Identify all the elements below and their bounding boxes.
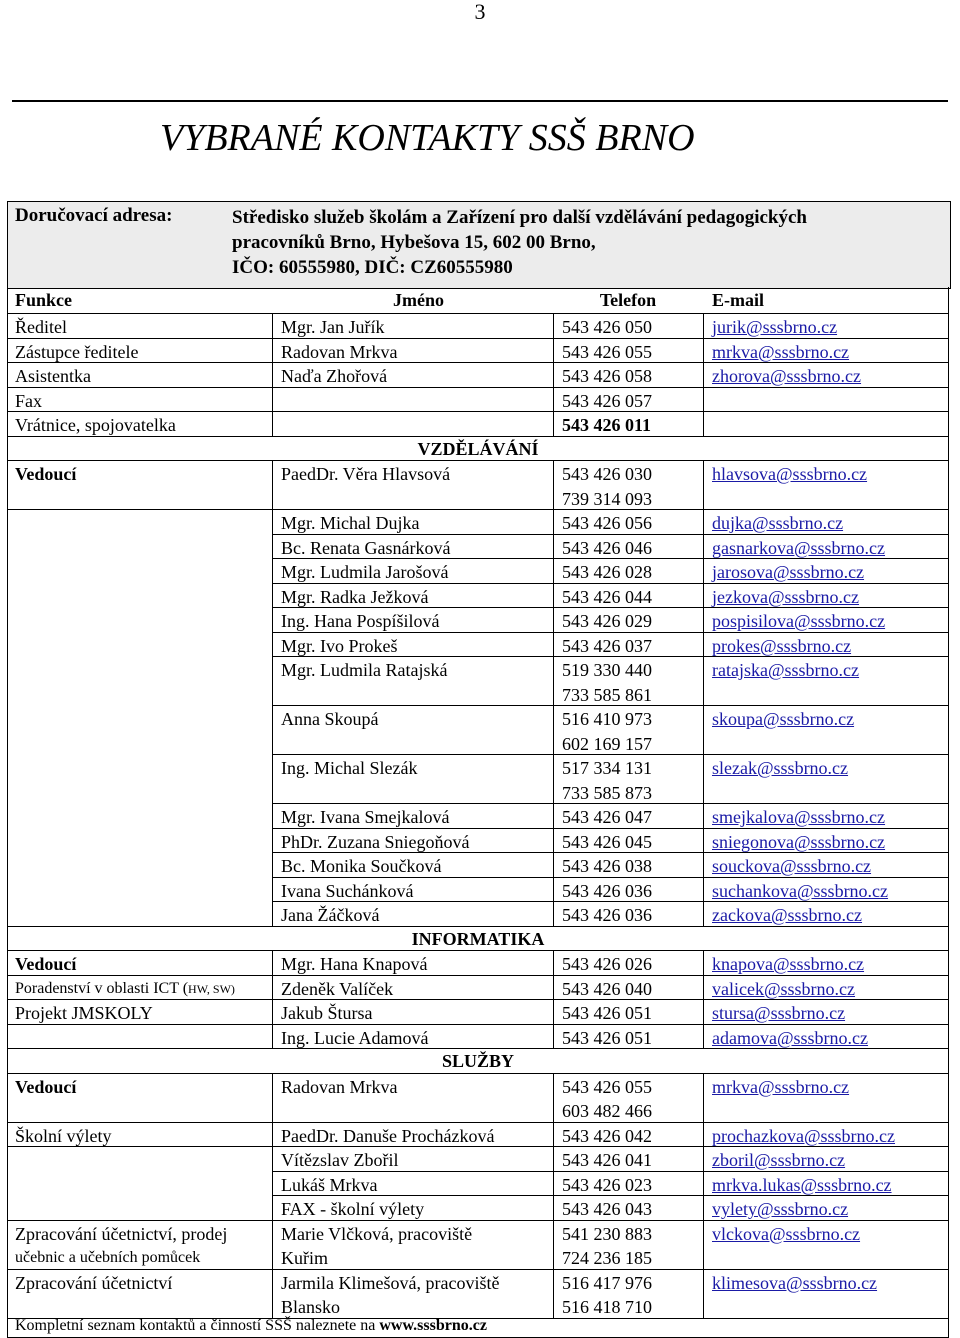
column-divider bbox=[553, 313, 554, 436]
column-divider bbox=[703, 1073, 704, 1318]
phone-cell: 543 426 023 bbox=[562, 1174, 652, 1195]
phone-cell: 543 426 051 bbox=[562, 1027, 652, 1048]
phone-cell: 543 426 046 bbox=[562, 537, 652, 558]
email-link[interactable]: stursa@sssbrno.cz bbox=[712, 1003, 846, 1023]
row-divider bbox=[272, 901, 948, 902]
email-link[interactable]: valicek@sssbrno.cz bbox=[712, 978, 856, 999]
column-divider bbox=[703, 460, 704, 926]
email-link[interactable]: zackova@sssbrno.cz bbox=[712, 905, 863, 925]
name-cell: Lukáš Mrkva bbox=[281, 1174, 378, 1195]
role-cell-text: Poradenství v oblasti ICT ( bbox=[15, 979, 189, 997]
email-link[interactable]: skoupa@sssbrno.cz bbox=[712, 709, 855, 729]
phone-cell: 543 426 043 bbox=[562, 1199, 652, 1219]
name-cell-line2: Blansko bbox=[281, 1297, 341, 1317]
name-cell: Marie Vlčková, pracoviště bbox=[281, 1223, 473, 1244]
column-divider bbox=[272, 313, 273, 436]
name-cell: Radovan Mrkva bbox=[281, 341, 398, 362]
column-divider bbox=[553, 460, 554, 926]
email-link[interactable]: zboril@sssbrno.cz bbox=[712, 1150, 846, 1170]
row-divider bbox=[272, 705, 948, 706]
name-cell: Jarmila Klimešová, pracoviště bbox=[281, 1272, 500, 1293]
email-link[interactable]: klimesova@sssbrno.cz bbox=[712, 1272, 878, 1293]
phone-cell-line2: 602 169 157 bbox=[562, 733, 652, 754]
name-cell: Naďa Zhořová bbox=[281, 366, 388, 386]
email-link[interactable]: ratajska@sssbrno.cz bbox=[712, 660, 860, 680]
email-link[interactable]: jezkova@sssbrno.cz bbox=[712, 586, 860, 607]
footer-text: Kompletní seznam kontaktů a činností SSŠ naleznete na bbox=[15, 1317, 380, 1334]
phone-cell: 543 426 036 bbox=[562, 905, 652, 925]
phone-cell: 543 426 029 bbox=[562, 611, 652, 631]
phone-cell: 543 426 055 bbox=[562, 341, 652, 362]
name-cell: Mgr. Ivo Prokeš bbox=[281, 635, 398, 656]
phone-cell: 543 426 037 bbox=[562, 635, 652, 656]
name-cell: Mgr. Radka Ježková bbox=[281, 586, 429, 607]
email-link[interactable]: mrkva@sssbrno.cz bbox=[712, 1076, 850, 1097]
email-link[interactable]: prokes@sssbrno.cz bbox=[712, 635, 852, 656]
row-divider bbox=[7, 950, 948, 951]
email-link[interactable]: mrkva.lukas@sssbrno.cz bbox=[712, 1174, 892, 1195]
row-divider bbox=[272, 852, 948, 853]
role-cell bbox=[15, 977, 235, 1001]
name-cell: Zdeněk Valíček bbox=[281, 978, 394, 999]
phone-cell: 543 426 038 bbox=[562, 856, 652, 876]
name-cell: PaedDr. Danuše Procházková bbox=[281, 1125, 495, 1146]
name-cell: Anna Skoupá bbox=[281, 709, 379, 729]
column-header-telefon: Telefon bbox=[599, 290, 657, 310]
email-link[interactable]: adamova@sssbrno.cz bbox=[712, 1027, 869, 1048]
phone-cell: 543 426 045 bbox=[562, 831, 652, 852]
role-cell: Vedoucí bbox=[15, 1076, 77, 1097]
name-cell: Vítězslav Zbořil bbox=[281, 1150, 399, 1170]
row-divider bbox=[7, 509, 948, 510]
column-divider bbox=[272, 460, 273, 926]
role-cell: Zástupce ředitele bbox=[15, 341, 139, 362]
name-cell: Mgr. Ludmila Jarošová bbox=[281, 562, 449, 582]
phone-cell: 543 426 057 bbox=[562, 390, 652, 411]
email-link[interactable]: smejkalova@sssbrno.cz bbox=[712, 807, 886, 827]
section-heading-vzdelavani: VZDĚLÁVÁNÍ bbox=[417, 438, 539, 459]
name-cell: Mgr. Jan Juřík bbox=[281, 317, 385, 337]
footer-note bbox=[15, 1314, 487, 1338]
phone-cell-line2: 733 585 873 bbox=[562, 782, 652, 803]
name-cell: FAX - školní výlety bbox=[281, 1199, 425, 1219]
address-label: Doručovací adresa: bbox=[15, 205, 173, 226]
column-divider bbox=[703, 950, 704, 1048]
email-link[interactable]: jurik@sssbrno.cz bbox=[712, 317, 838, 337]
role-cell: Fax bbox=[15, 390, 42, 411]
name-cell: Ivana Suchánková bbox=[281, 880, 414, 901]
row-divider bbox=[7, 313, 948, 314]
name-cell: Mgr. Ludmila Ratajská bbox=[281, 660, 448, 680]
email-link[interactable]: prochazkova@sssbrno.cz bbox=[712, 1125, 896, 1146]
column-header-funkce: Funkce bbox=[15, 290, 73, 310]
name-cell: PaedDr. Věra Hlavsová bbox=[281, 464, 451, 484]
row-divider bbox=[272, 803, 948, 804]
phone-cell-line2: 739 314 093 bbox=[562, 488, 652, 509]
email-link[interactable]: gasnarkova@sssbrno.cz bbox=[712, 537, 886, 558]
row-divider bbox=[272, 558, 948, 559]
phone-cell: 543 426 030 bbox=[562, 464, 652, 484]
phone-cell: 543 426 040 bbox=[562, 978, 652, 999]
row-divider bbox=[7, 362, 948, 363]
row-divider bbox=[272, 656, 948, 657]
footer-link[interactable]: www.sssbrno.cz bbox=[379, 1317, 487, 1334]
row-divider bbox=[7, 387, 948, 388]
address-line-2: pracovníků Brno, Hybešova 15, 602 00 Brno, bbox=[232, 232, 596, 253]
phone-cell: 543 426 051 bbox=[562, 1003, 652, 1023]
phone-cell: 543 426 041 bbox=[562, 1150, 652, 1170]
column-header-email: E-mail bbox=[712, 290, 764, 310]
phone-cell: 543 426 036 bbox=[562, 880, 652, 901]
row-divider bbox=[7, 999, 948, 1000]
role-cell: Zpracování účetnictví bbox=[15, 1272, 173, 1293]
email-link[interactable]: zhorova@sssbrno.cz bbox=[712, 366, 862, 386]
phone-cell: 516 410 973 bbox=[562, 709, 652, 729]
name-cell: Mgr. Ivana Smejkalová bbox=[281, 807, 450, 827]
phone-cell-line2: 516 418 710 bbox=[562, 1297, 652, 1317]
column-divider bbox=[272, 950, 273, 1048]
row-divider bbox=[272, 1195, 948, 1196]
phone-cell: 543 426 011 bbox=[562, 415, 652, 435]
phone-cell-line2: 603 482 466 bbox=[562, 1101, 652, 1121]
email-link[interactable]: mrkva@sssbrno.cz bbox=[712, 341, 850, 362]
column-divider bbox=[703, 313, 704, 436]
role-cell: Zpracování účetnictví, prodej bbox=[15, 1223, 228, 1244]
email-link[interactable]: slezak@sssbrno.cz bbox=[712, 758, 849, 778]
phone-cell: 543 426 058 bbox=[562, 366, 652, 386]
name-cell: Ing. Michal Slezák bbox=[281, 758, 418, 778]
role-cell: Vedoucí bbox=[15, 464, 77, 484]
email-link[interactable]: vlckova@sssbrno.cz bbox=[712, 1223, 861, 1244]
address-text bbox=[232, 205, 807, 280]
role-cell: Vrátnice, spojovatelka bbox=[15, 415, 176, 435]
name-cell: Mgr. Hana Knapová bbox=[281, 954, 428, 974]
phone-cell: 516 417 976 bbox=[562, 1272, 652, 1293]
phone-cell: 543 426 044 bbox=[562, 586, 652, 607]
email-link[interactable]: dujka@sssbrno.cz bbox=[712, 513, 844, 533]
phone-cell: 543 426 042 bbox=[562, 1125, 652, 1146]
role-cell-note: HW, SW) bbox=[188, 981, 235, 996]
email-link[interactable]: hlavsova@sssbrno.cz bbox=[712, 464, 868, 484]
name-cell-line2: Kuřim bbox=[281, 1248, 328, 1268]
row-divider bbox=[7, 460, 948, 461]
role-cell: Ředitel bbox=[15, 317, 67, 337]
phone-cell: 543 426 055 bbox=[562, 1076, 652, 1097]
phone-cell: 543 426 028 bbox=[562, 562, 652, 582]
address-line-3: IČO: 60555980, DIČ: CZ60555980 bbox=[232, 257, 513, 278]
title-divider bbox=[12, 100, 948, 102]
role-cell: Projekt JMSKOLY bbox=[15, 1003, 153, 1023]
table-border-left bbox=[7, 287, 8, 1338]
role-cell: Asistentka bbox=[15, 366, 91, 386]
name-cell: Bc. Monika Součková bbox=[281, 856, 442, 876]
phone-cell: 519 330 440 bbox=[562, 660, 652, 680]
role-cell-line2: učebnic a učebních pomůcek bbox=[15, 1249, 201, 1266]
row-divider bbox=[272, 607, 948, 608]
name-cell: Jana Žáčková bbox=[281, 905, 380, 925]
column-divider bbox=[553, 950, 554, 1048]
email-link[interactable]: souckova@sssbrno.cz bbox=[712, 856, 872, 876]
phone-cell-line2: 733 585 861 bbox=[562, 684, 652, 705]
phone-cell: 543 426 047 bbox=[562, 807, 652, 827]
name-cell: Jakub Štursa bbox=[281, 1003, 373, 1023]
row-divider bbox=[7, 1146, 948, 1147]
column-header-jmeno: Jméno bbox=[393, 290, 444, 310]
name-cell: Radovan Mrkva bbox=[281, 1076, 398, 1097]
role-cell: Vedoucí bbox=[15, 954, 77, 974]
email-link[interactable]: jarosova@sssbrno.cz bbox=[712, 562, 865, 582]
phone-cell: 541 230 883 bbox=[562, 1223, 652, 1244]
page-number: 3 bbox=[474, 0, 486, 24]
phone-cell-line2: 724 236 185 bbox=[562, 1248, 652, 1268]
name-cell: Ing. Hana Pospíšilová bbox=[281, 611, 440, 631]
email-link[interactable]: knapova@sssbrno.cz bbox=[712, 954, 865, 974]
row-divider bbox=[7, 411, 948, 412]
phone-cell: 543 426 056 bbox=[562, 513, 652, 533]
address-line-1: Středisko služeb školám a Zařízení pro další vzdělávání pedagogických bbox=[232, 207, 807, 228]
column-divider bbox=[553, 1073, 554, 1318]
role-cell: Školní výlety bbox=[15, 1125, 112, 1146]
email-link[interactable]: pospisilova@sssbrno.cz bbox=[712, 611, 886, 631]
name-cell: Bc. Renata Gasnárková bbox=[281, 537, 451, 558]
name-cell: PhDr. Zuzana Sniegoňová bbox=[281, 831, 470, 852]
column-divider bbox=[272, 1073, 273, 1318]
name-cell: Ing. Lucie Adamová bbox=[281, 1027, 429, 1048]
phone-cell: 517 334 131 bbox=[562, 758, 652, 778]
table-border-right bbox=[948, 287, 949, 1338]
row-divider bbox=[272, 754, 948, 755]
email-link[interactable]: suchankova@sssbrno.cz bbox=[712, 880, 889, 901]
phone-cell: 543 426 050 bbox=[562, 317, 652, 337]
section-heading-sluzby: SLUŽBY bbox=[441, 1051, 515, 1071]
section-heading-informatika: INFORMATIKA bbox=[411, 928, 545, 949]
email-link[interactable]: sniegonova@sssbrno.cz bbox=[712, 831, 886, 852]
name-cell: Mgr. Michal Dujka bbox=[281, 513, 420, 533]
page-title: VYBRANÉ KONTAKTY SSŠ BRNO bbox=[160, 117, 695, 159]
email-link[interactable]: vylety@sssbrno.cz bbox=[712, 1199, 849, 1219]
phone-cell: 543 426 026 bbox=[562, 954, 652, 974]
